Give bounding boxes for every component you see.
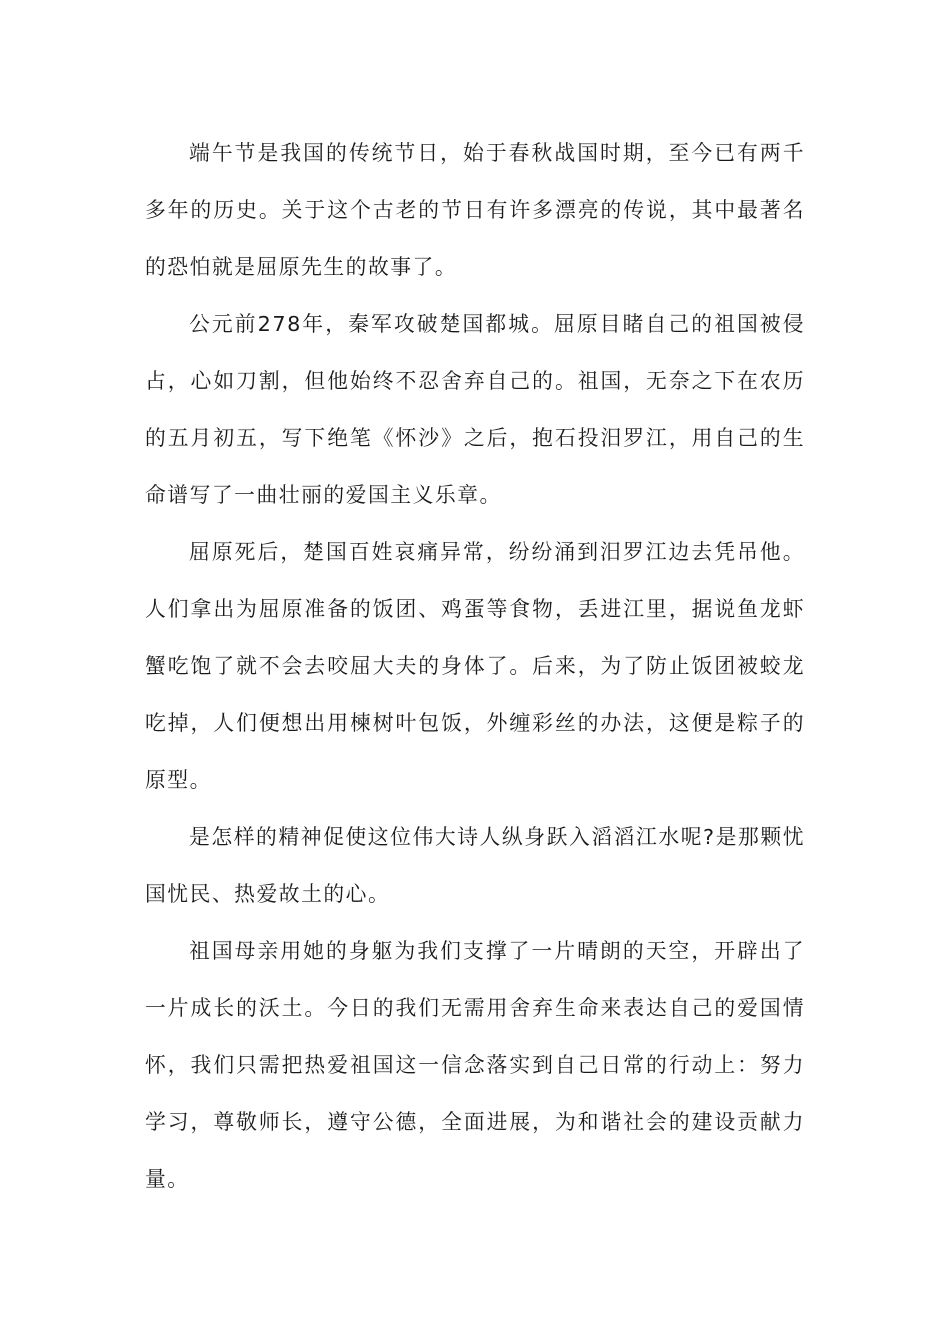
document-body: [145, 125, 805, 1208]
paragraph-4: 是怎样的精神促使这位伟大诗人纵身跃入滔滔江水呢?是那颗忧国忧民、热爱故土的心。: [145, 825, 805, 906]
paragraph-5: 祖国母亲用她的身躯为我们支撑了一片晴朗的天空，开辟出了一片成长的沃土。今日的我们无需用舍弃生命来表达自己的爱国情怀，我们只需把热爱祖国这一信念落实到自己日常的行动上：努力学习，尊敬师长，遵守公德，全面进展，为和谐社会的建设贡献力量。: [145, 939, 805, 1191]
paragraph-1: 端午节是我国的传统节日，始于春秋战国时期，至今已有两千多年的历史。关于这个古老的节日有许多漂亮的传说，其中最著名的恐怕就是屈原先生的故事了。: [145, 141, 805, 279]
paragraph-2: 公元前278年，秦军攻破楚国都城。屈原目睹自己的祖国被侵占，心如刀割，但他始终不忍舍弃自己的。祖国，无奈之下在农历的五月初五，写下绝笔《怀沙》之后，抱石投汨罗江，用自己的生命谱写了一曲壮丽的爱国主义乐章。: [145, 312, 805, 507]
paragraph-3: 屈原死后，楚国百姓哀痛异常，纷纷涌到汨罗江边去凭吊他。人们拿出为屈原准备的饭团、鸡蛋等食物，丢进江里，据说鱼龙虾蟹吃饱了就不会去咬屈大夫的身体了。后来，为了防止饭团被蛟龙吃掉，人们便想出用楝树叶包饭，外缠彩丝的办法，这便是粽子的原型。: [145, 540, 805, 792]
